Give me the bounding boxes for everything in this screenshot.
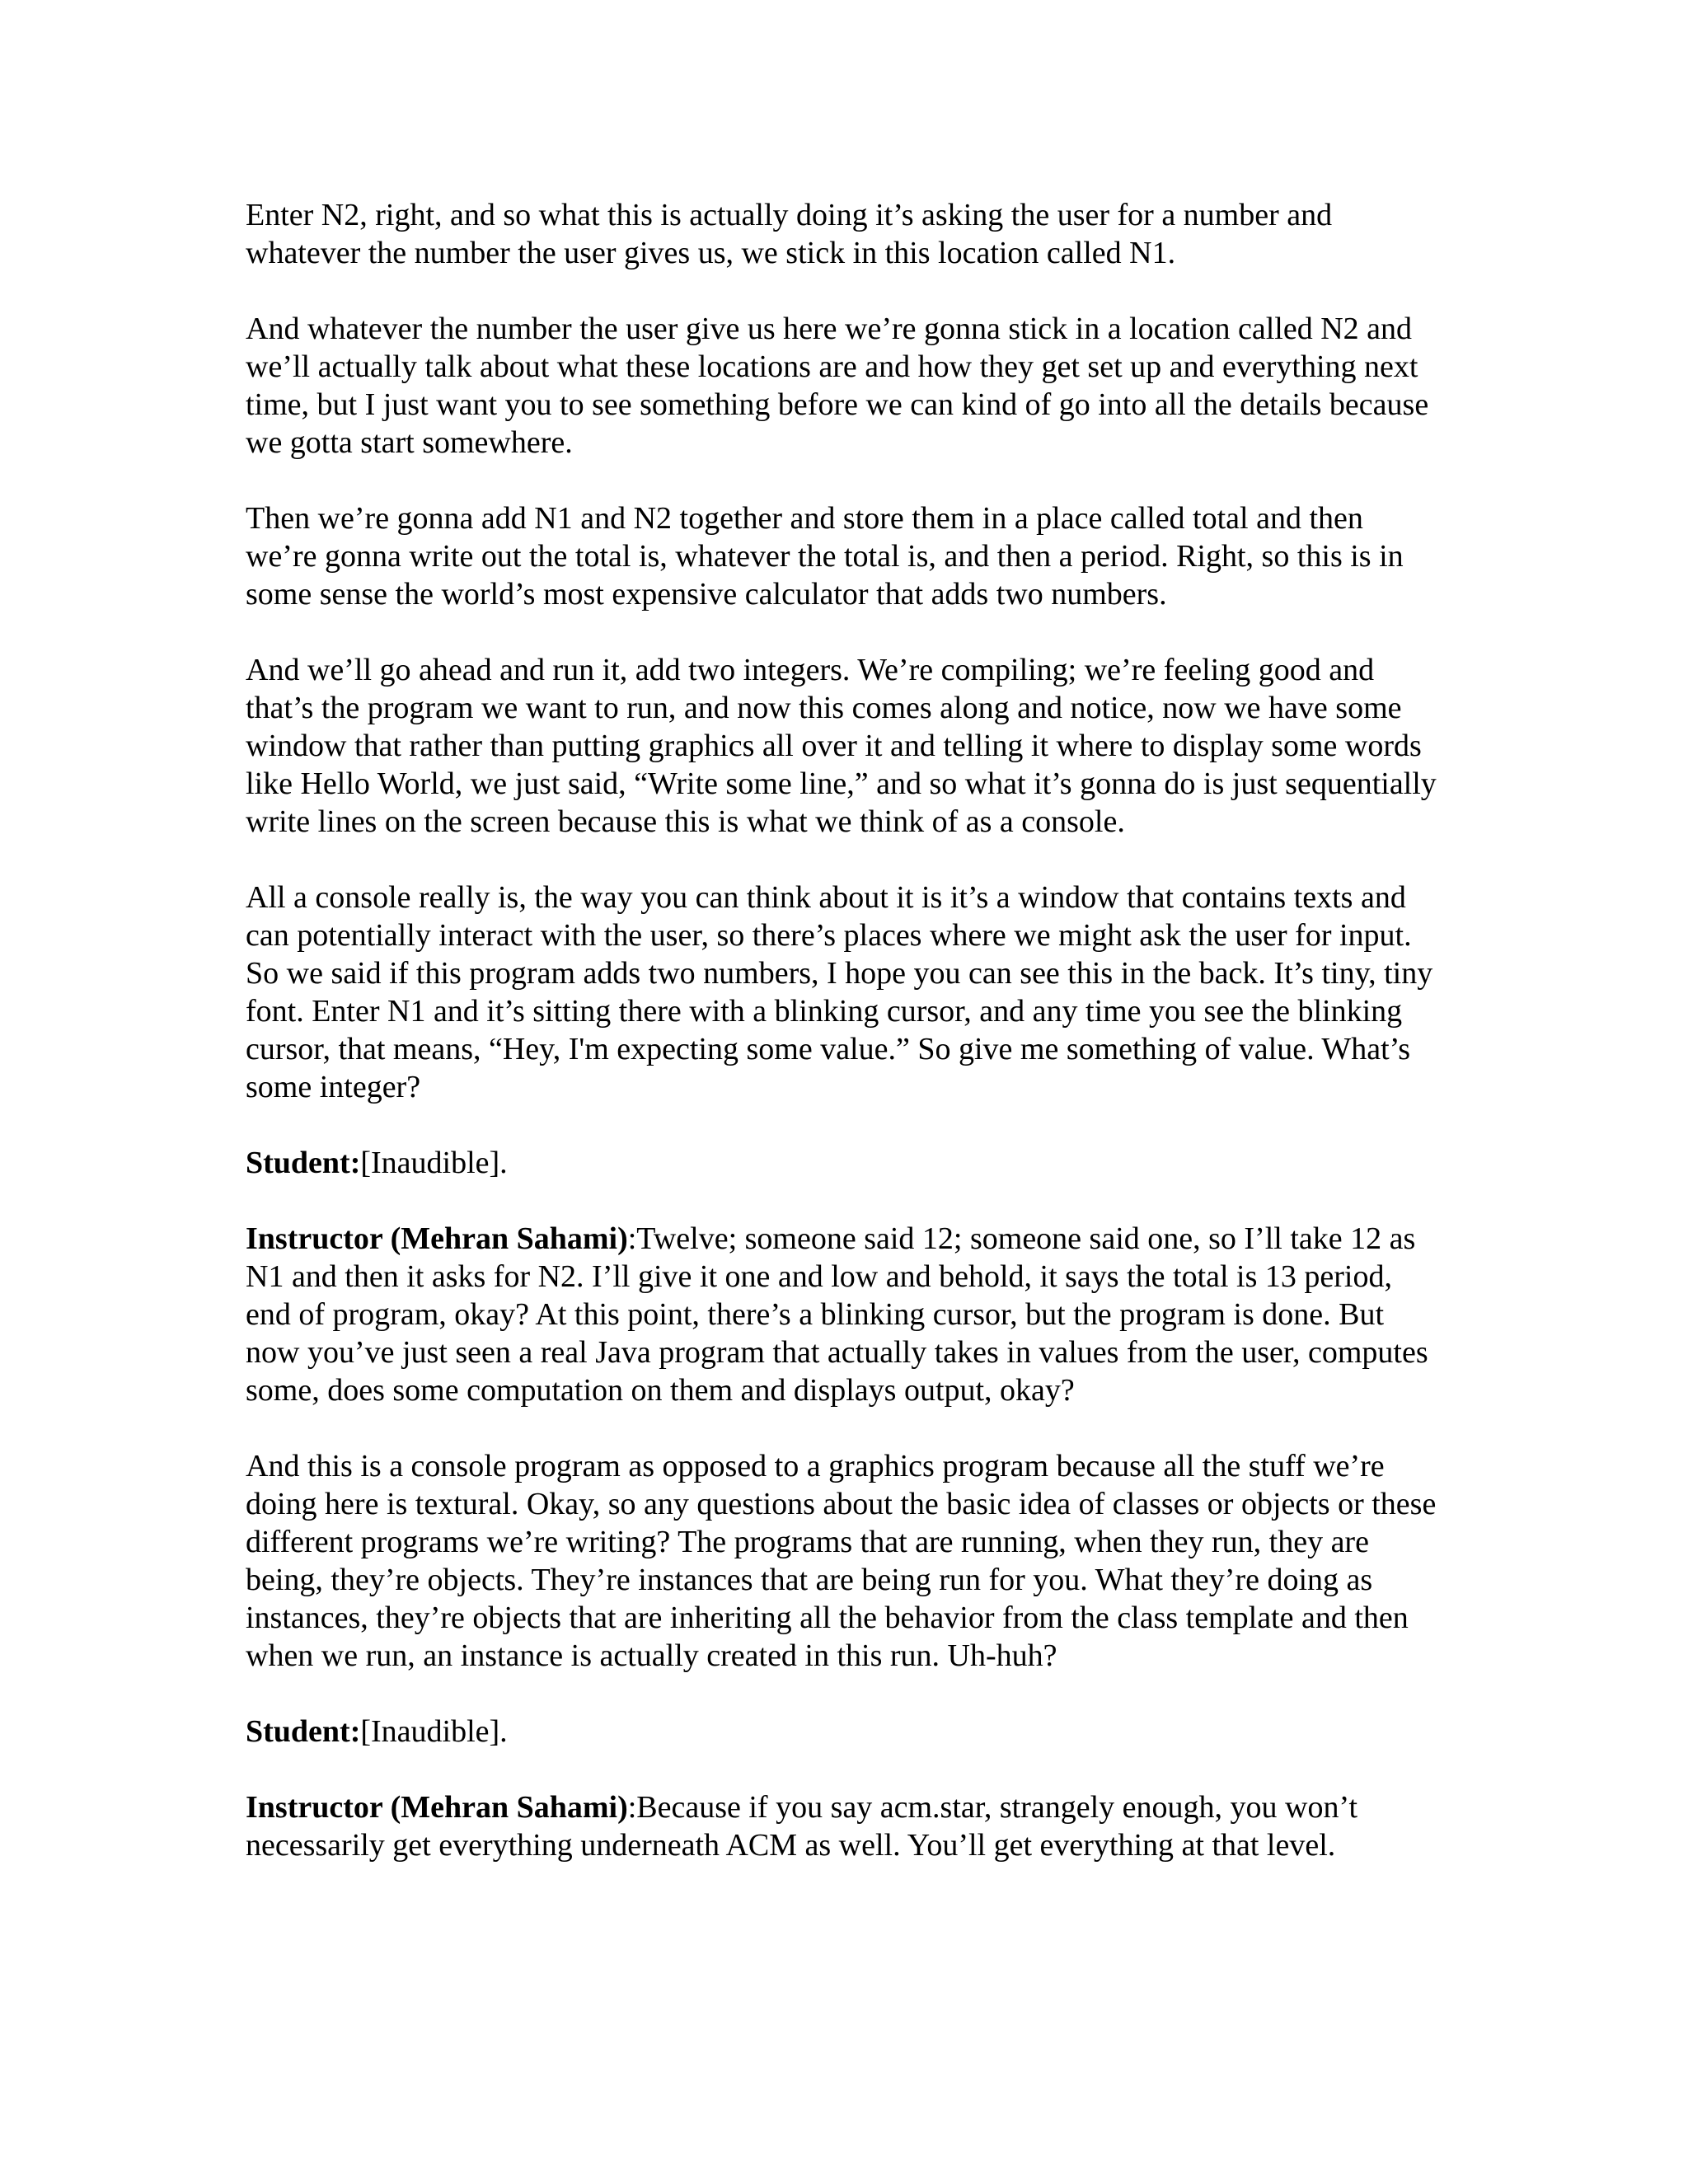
paragraph-text: :Twelve; someone said 12; someone said one, so I’ll take 12 as N1 and then it asks for N2. I’ll give it one and low and behold, it says the total is 13 period, end of program, okay? At this point, there’s a blinking cursor, but the program is done. But now you’ve just seen a real Java program that actually takes in values from the user, computes some, does some computation on them and displays output, okay? — [246, 1221, 1428, 1408]
paragraph-8 — [246, 1447, 1441, 1675]
paragraph-text: And we’ll go ahead and run it, add two integers. We’re compiling; we’re feeling good and that’s the program we want to run, and now this comes along and notice, now we have some window that rather than putting graphics all over it and telling it where to display some words like Hello World, we just said, “Write some line,” and so what it’s gonna do is just sequentially write lines on the screen because this is what we think of as a console. — [246, 653, 1437, 839]
paragraph-5 — [246, 879, 1441, 1106]
speaker-label: Student: — [246, 1714, 361, 1749]
paragraph-text: :Because if you say acm.star, strangely enough, you won’t necessarily get everything underneath ACM as well. You’ll get everything at that level. — [246, 1790, 1357, 1863]
paragraph-9 — [246, 1713, 1441, 1750]
paragraph-10 — [246, 1788, 1441, 1864]
paragraph-text: And whatever the number the user give us here we’re gonna stick in a location called N2 and we’ll actually talk about what these locations are and how they get set up and everything next time, but I just want you to see something before we can kind of go into all the details because we gotta start somewhere. — [246, 312, 1429, 460]
paragraph-text: Then we’re gonna add N1 and N2 together and store them in a place called total and then we’re gonna write out the total is, whatever the total is, and then a period. Right, so this is in some sense the world’s most expensive calculator that adds two numbers. — [246, 501, 1404, 612]
paragraph-7 — [246, 1220, 1441, 1409]
paragraph-text: Enter N2, right, and so what this is actually doing it’s asking the user for a number and whatever the number the user gives us, we stick in this location called N1. — [246, 198, 1333, 270]
paragraph-2 — [246, 310, 1441, 462]
speaker-label: Instructor (Mehran Sahami) — [246, 1221, 628, 1256]
paragraph-3 — [246, 499, 1441, 613]
paragraph-6 — [246, 1144, 1441, 1182]
paragraph-1 — [246, 196, 1441, 272]
transcript-body — [246, 196, 1441, 1864]
paragraph-text: And this is a console program as opposed to a graphics program because all the stuff we’re doing here is textural. Okay, so any questions about the basic idea of classes or objects or these different programs we’re writing? The programs that are running, when they run, they are being, they’re objects. They’re instances that are being run for you. What they’re doing as instances, they’re objects that are inheriting all the behavior from the class template and then when we run, an instance is actually created in this run. Uh-huh? — [246, 1449, 1437, 1673]
paragraph-4 — [246, 651, 1441, 841]
speaker-label: Instructor (Mehran Sahami) — [246, 1790, 628, 1825]
speaker-label: Student: — [246, 1146, 361, 1180]
paragraph-text: [Inaudible]. — [360, 1714, 508, 1749]
paragraph-text: All a console really is, the way you can think about it is it’s a window that contains texts and can potentially interact with the user, so there’s places where we might ask the user for input. So we said if this program adds two numbers, I hope you can see this in the back. It’s tiny, tiny font. Enter N1 and it’s sitting there with a blinking cursor, and any time you see the blinking cursor, that means, “Hey, I'm expecting some value.” So give me something of value. What’s some integer? — [246, 880, 1433, 1104]
paragraph-text: [Inaudible]. — [360, 1146, 508, 1180]
